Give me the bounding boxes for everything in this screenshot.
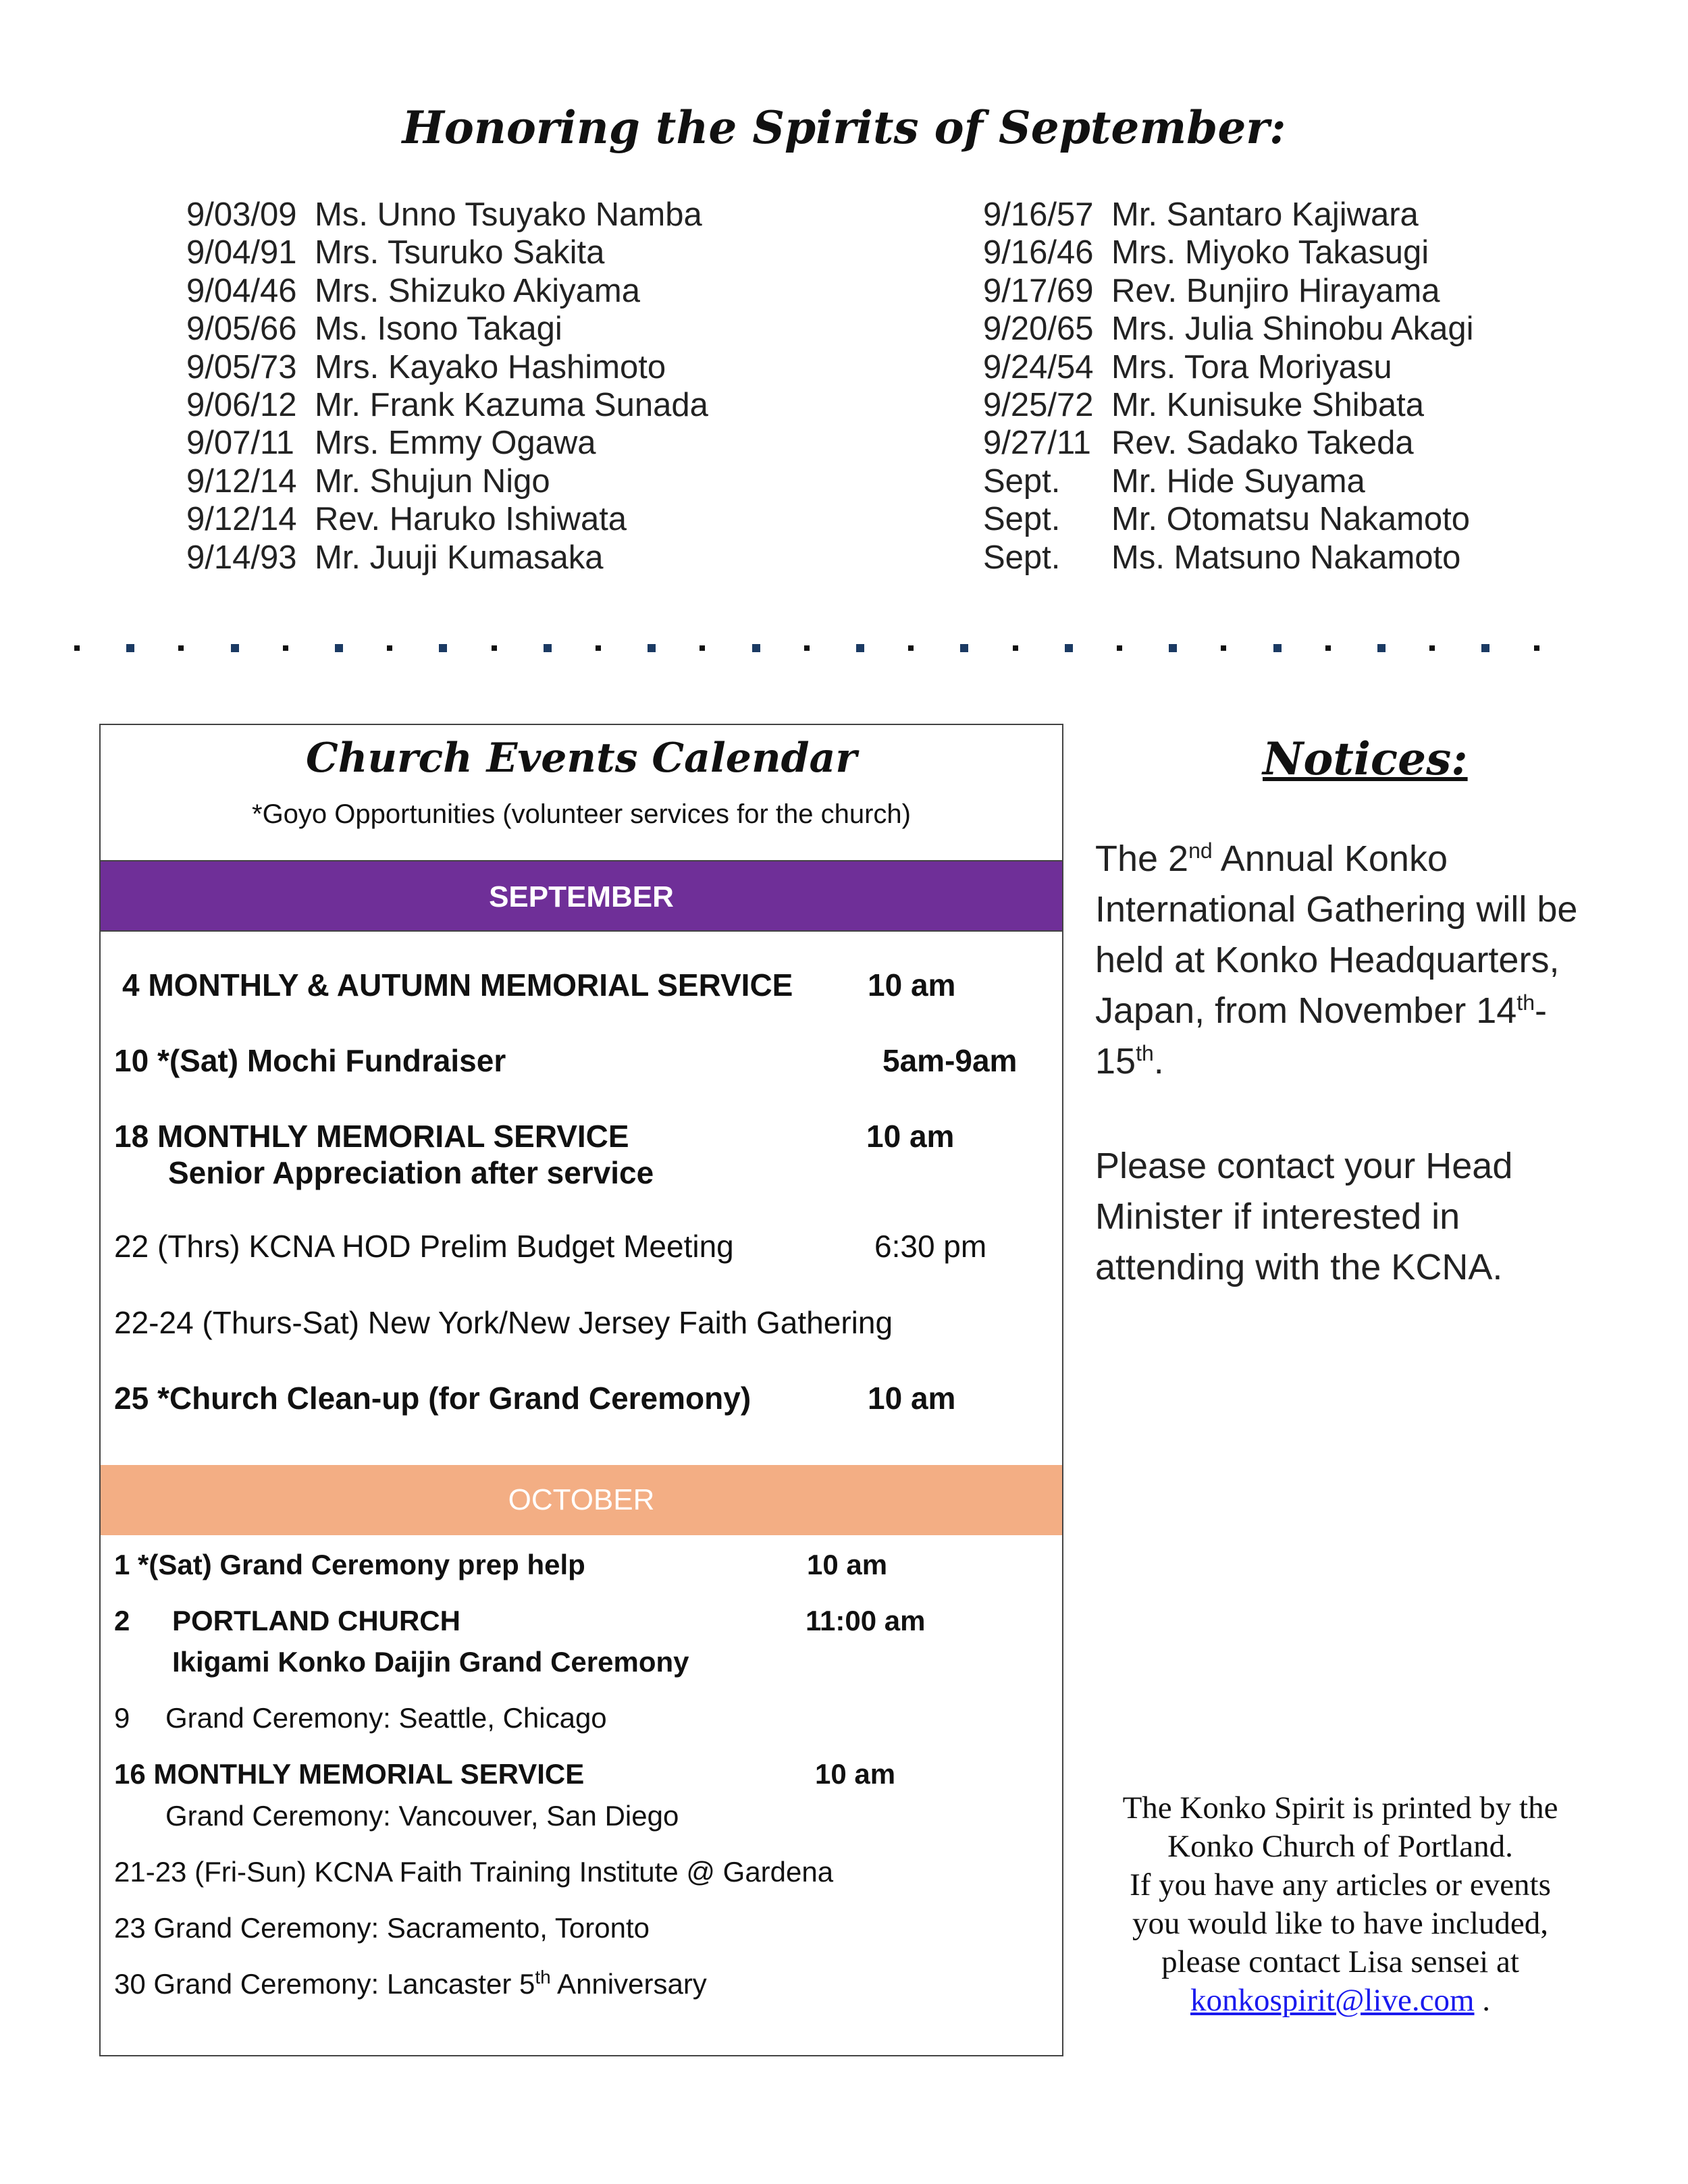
divider-dot — [74, 645, 80, 651]
divider-dot — [908, 645, 914, 651]
memorial-entry — [186, 462, 708, 500]
event-day: 2 — [114, 1605, 130, 1636]
memorial-name: Mr. Juuji Kumasaka — [315, 539, 604, 576]
memorial-name: Rev. Bunjiro Hirayama — [1111, 272, 1440, 309]
event-time: 10 am — [815, 1758, 896, 1790]
memorial-name: Mrs. Julia Shinobu Akagi — [1111, 311, 1474, 348]
event-text: PORTLAND CHURCH — [172, 1605, 460, 1636]
event-text: 18 MONTHLY MEMORIAL SERVICE — [114, 1119, 629, 1154]
event-subtext: Ikigami Konko Daijin Grand Ceremony — [172, 1646, 689, 1678]
memorial-name: Mrs. Emmy Ogawa — [315, 425, 596, 462]
event-time: 10 am — [807, 1549, 888, 1580]
divider-dot — [1221, 645, 1226, 651]
memorial-name: Mrs. Kayako Hashimoto — [315, 348, 666, 385]
divider-dot — [335, 644, 343, 652]
memorial-name: Mrs. Tsuruko Sakita — [315, 234, 605, 271]
event-time: 10 am — [868, 967, 956, 1003]
divider-dot — [126, 644, 134, 652]
divider-dot — [1117, 645, 1122, 651]
event-time: 11:00 am — [806, 1605, 926, 1636]
memorial-entry — [983, 539, 1474, 577]
memorial-date: 9/05/73 — [186, 348, 297, 385]
divider-dot — [596, 645, 601, 651]
footer-note: The Konko Spirit is printed by the Konko Church of Portland. If you have any articles or events you would like to have included, please contact Lisa sensei at konkospirit@live.com . — [1122, 1790, 1558, 2018]
event-time: 10 am — [866, 1119, 955, 1154]
event-text: 16 MONTHLY MEMORIAL SERVICE — [114, 1758, 585, 1790]
divider-dot — [492, 645, 497, 651]
memorial-name: Mr. Shujun Nigo — [315, 462, 550, 500]
memorial-name: Mrs. Shizuko Akiyama — [315, 272, 640, 309]
event-day: 9 — [114, 1702, 130, 1734]
event-time: 6:30 pm — [874, 1229, 987, 1264]
event-subtext: Grand Ceremony: Vancouver, San Diego — [165, 1800, 679, 1832]
memorial-name: Mr. Hide Suyama — [1111, 462, 1365, 500]
event-text: 22-24 (Thurs-Sat) New York/New Jersey Faith Gathering — [114, 1305, 893, 1340]
memorial-date: 9/07/11 — [186, 425, 294, 462]
memorial-name: Rev. Haruko Ishiwata — [315, 501, 627, 538]
memorial-date: 9/16/57 — [983, 196, 1094, 233]
event-text: 4 MONTHLY & AUTUMN MEMORIAL SERVICE — [122, 967, 793, 1003]
event-text: 10 *(Sat) Mochi Fundraiser — [114, 1043, 506, 1078]
memorial-list-right — [983, 196, 1474, 577]
memorial-date: 9/12/14 — [186, 462, 297, 500]
divider-dot — [283, 645, 288, 651]
memorial-date: 9/17/69 — [983, 272, 1094, 309]
event-time: 5am-9am — [882, 1043, 1018, 1078]
divider-dot — [960, 644, 968, 652]
divider-dot — [752, 644, 760, 652]
event-text: 25 *Church Clean-up (for Grand Ceremony) — [114, 1381, 751, 1416]
memorial-date: Sept. — [983, 462, 1061, 500]
notice-gathering: The 2nd Annual Konko International Gathering will be held at Konko Headquarters, Japan, from November 14th-15th. — [1095, 838, 1578, 1082]
divider-dot — [1273, 644, 1282, 652]
memorial-entry — [983, 196, 1474, 234]
event-time: 10 am — [868, 1381, 956, 1416]
divider-dot — [387, 645, 392, 651]
memorial-date: 9/05/66 — [186, 311, 297, 348]
divider-dot — [178, 645, 184, 651]
event-subtext: Senior Appreciation after service — [168, 1155, 654, 1190]
memorial-list-left — [186, 196, 708, 577]
memorial-entry — [186, 272, 708, 310]
memorial-entry — [186, 310, 708, 348]
memorial-entry — [186, 386, 708, 424]
email-link[interactable]: konkospirit@live.com — [1190, 1983, 1475, 2018]
event-text: 23 Grand Ceremony: Sacramento, Toronto — [114, 1912, 650, 1944]
memorial-name: Ms. Unno Tsuyako Namba — [315, 196, 702, 233]
memorial-date: 9/04/46 — [186, 272, 297, 309]
divider-dot — [1429, 645, 1435, 651]
memorial-entry — [983, 234, 1474, 271]
divider-dot — [1169, 644, 1177, 652]
memorial-entry — [186, 234, 708, 271]
memorial-date: 9/20/65 — [983, 311, 1094, 348]
memorial-entry — [983, 272, 1474, 310]
memorial-entry — [186, 424, 708, 462]
memorial-entry — [186, 348, 708, 386]
divider-dot — [804, 645, 810, 651]
memorial-entry — [983, 310, 1474, 348]
page-title: Honoring the Spirits of September: — [402, 101, 1286, 154]
divider-dot — [544, 644, 552, 652]
notices-title: Notices: — [1263, 733, 1468, 785]
memorial-entry — [983, 462, 1474, 500]
event-text: 30 Grand Ceremony: Lancaster 5th Anniversary — [114, 1967, 707, 2000]
divider-dot — [856, 644, 864, 652]
divider-dot — [1534, 645, 1539, 651]
memorial-date: Sept. — [983, 501, 1061, 538]
event-text: Grand Ceremony: Seattle, Chicago — [165, 1702, 607, 1734]
memorial-date: 9/06/12 — [186, 386, 297, 423]
divider-dot — [648, 644, 656, 652]
event-text: 21-23 (Fri-Sun) KCNA Faith Training Institute @ Gardena — [114, 1856, 834, 1888]
memorial-date: 9/24/54 — [983, 348, 1094, 385]
notice-contact: Please contact your Head Minister if interested in attending with the KCNA. — [1095, 1146, 1513, 1287]
memorial-name: Mrs. Tora Moriyasu — [1111, 348, 1392, 385]
divider-dot — [1065, 644, 1073, 652]
divider-dot — [700, 645, 705, 651]
divider-dot — [439, 644, 447, 652]
memorial-entry — [186, 539, 708, 577]
memorial-date: 9/16/46 — [983, 234, 1094, 271]
memorial-name: Rev. Sadako Takeda — [1111, 425, 1414, 462]
memorial-name: Mrs. Miyoko Takasugi — [1111, 234, 1429, 271]
memorial-entry — [983, 348, 1474, 386]
memorial-entry — [186, 196, 708, 234]
memorial-name: Ms. Matsuno Nakamoto — [1111, 539, 1461, 576]
memorial-name: Mr. Santaro Kajiwara — [1111, 196, 1419, 233]
divider-dot — [1325, 645, 1331, 651]
memorial-name: Mr. Frank Kazuma Sunada — [315, 386, 708, 423]
memorial-name: Ms. Isono Takagi — [315, 311, 562, 348]
october-header: OCTOBER — [101, 1465, 1062, 1535]
divider-dot — [231, 644, 239, 652]
church-events-calendar — [99, 724, 1063, 2056]
memorial-entry — [983, 424, 1474, 462]
memorial-date: 9/03/09 — [186, 196, 297, 233]
memorial-name: Mr. Kunisuke Shibata — [1111, 386, 1425, 423]
memorial-date: 9/14/93 — [186, 539, 297, 576]
memorial-date: 9/04/91 — [186, 234, 297, 271]
calendar-title: Church Events Calendar — [305, 735, 858, 782]
divider-dot — [1013, 645, 1018, 651]
calendar-subtitle: *Goyo Opportunities (volunteer services for the church) — [252, 799, 911, 829]
memorial-date: Sept. — [983, 539, 1061, 576]
memorial-entry — [983, 386, 1474, 424]
event-text: 1 *(Sat) Grand Ceremony prep help — [114, 1549, 585, 1580]
memorial-date: 9/25/72 — [983, 386, 1094, 423]
memorial-entry — [983, 500, 1474, 538]
memorial-date: 9/12/14 — [186, 501, 297, 538]
memorial-date: 9/27/11 — [983, 425, 1091, 462]
memorial-entry — [186, 500, 708, 538]
memorial-name: Mr. Otomatsu Nakamoto — [1111, 501, 1471, 538]
divider-dot — [1377, 644, 1386, 652]
event-text: 22 (Thrs) KCNA HOD Prelim Budget Meeting — [114, 1229, 734, 1264]
september-header: SEPTEMBER — [101, 860, 1062, 932]
divider-dot — [1481, 644, 1489, 652]
dotted-divider — [74, 645, 1560, 658]
